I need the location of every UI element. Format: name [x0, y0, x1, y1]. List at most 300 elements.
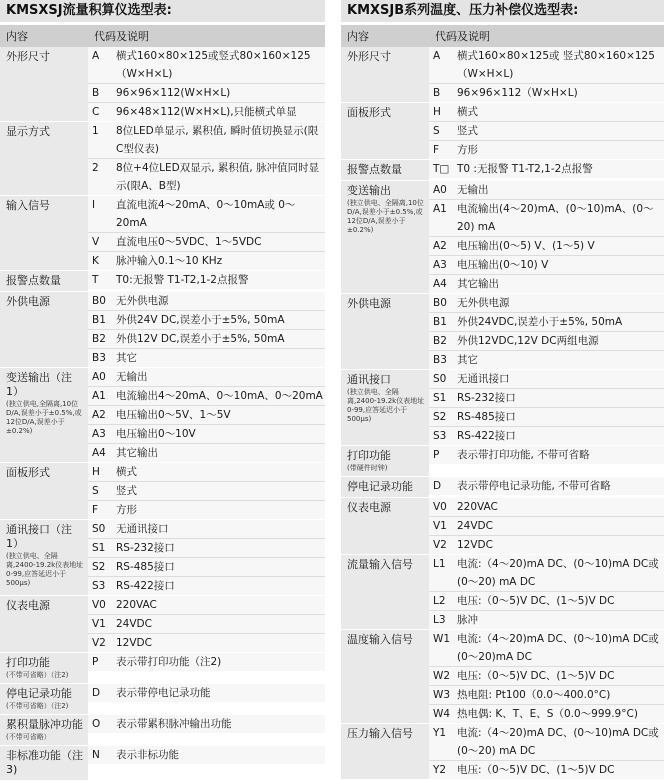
option-description: 24VDC: [116, 618, 152, 630]
option-code: S2: [433, 411, 447, 423]
spec-category: [0, 596, 88, 652]
right-header-col2: 代码及说明: [435, 30, 490, 43]
option-description: 外供12V DC,误差小于±5%, 50mA: [116, 333, 285, 345]
spec-options: [429, 47, 664, 102]
option-description: 电压:（0～5)V DC、(1～5)V DC: [457, 670, 615, 682]
left-panel: [0, 0, 325, 781]
spec-options: [88, 368, 325, 462]
option-description: RS-422接口: [116, 580, 175, 592]
spec-option: [88, 349, 325, 367]
right-panel: [341, 0, 664, 780]
option-code: A0: [92, 371, 106, 383]
spec-option: [429, 389, 664, 408]
spec-options: [429, 181, 664, 293]
option-code: B0: [433, 297, 447, 309]
spec-options: [88, 596, 325, 652]
option-description: 96×48×112(W×H×L),只能横式单显: [116, 106, 297, 118]
spec-option: [88, 715, 325, 733]
spec-option: [429, 103, 664, 122]
option-code: W4: [433, 708, 451, 720]
spec-category-label: 停电记录功能: [6, 687, 72, 700]
spec-category-label: 变送输出（注1）: [6, 371, 72, 398]
spec-category-label: 流量输入信号: [347, 558, 413, 571]
option-code: W3: [433, 689, 451, 701]
spec-category: [341, 477, 429, 497]
spec-option: [429, 141, 664, 159]
option-description: 脉冲: [457, 614, 478, 626]
option-description: 横式: [457, 106, 478, 118]
spec-category-label: 停电记录功能: [347, 480, 413, 493]
spec-option: [88, 596, 325, 615]
option-code: N: [92, 749, 100, 761]
spec-option: [429, 446, 664, 464]
spec-options: [429, 630, 664, 723]
option-description: 表示带停电记录功能: [116, 687, 211, 699]
spec-option: [429, 256, 664, 275]
option-code: B1: [433, 316, 447, 328]
option-code: S3: [92, 580, 106, 592]
spec-option: [88, 615, 325, 634]
option-description: 其它: [457, 354, 478, 366]
option-description: 方形: [116, 504, 137, 516]
spec-row: [341, 498, 664, 555]
option-code: V: [92, 236, 100, 248]
spec-row: [0, 596, 325, 653]
left-panel-title: KMSXSJ流量积算仪选型表:: [0, 0, 325, 22]
option-description: T0 :无报警 T1-T2,1-2点报警: [457, 163, 593, 175]
option-code: S: [433, 125, 440, 137]
spec-category-label: 显示方式: [6, 125, 50, 138]
option-description: 表示带打印功能, 不带可省略: [457, 449, 590, 461]
spec-option: [429, 498, 664, 517]
spec-row: [0, 271, 325, 292]
option-description: 12VDC: [116, 637, 152, 649]
option-code: B3: [92, 352, 106, 364]
spec-category-note: (不带可省略）: [6, 733, 51, 741]
spec-option: [88, 271, 325, 289]
option-description: 电压输出(0～10) V: [457, 259, 549, 271]
option-code: S: [92, 485, 99, 497]
spec-row: [0, 520, 325, 596]
spec-row: [0, 653, 325, 684]
option-code: B: [433, 87, 441, 99]
spec-category-label: 面板形式: [6, 466, 50, 479]
option-description: 表示带累积脉冲输出功能: [116, 718, 232, 730]
option-description: 电压:（0～5)V DC、(1～5)V DC: [457, 595, 615, 607]
option-description: 其它输出: [116, 447, 158, 459]
spec-option: [88, 501, 325, 519]
option-code: O: [92, 718, 101, 730]
option-description: 直流电压0～5VDC、1～5VDC: [116, 236, 262, 248]
spec-option: [429, 275, 664, 293]
option-description: 无通讯接口: [116, 523, 169, 535]
option-description: 无输出: [116, 371, 148, 383]
spec-option: [88, 311, 325, 330]
spec-category-label: 外供电源: [6, 295, 50, 308]
spec-category-label: 压力输入信号: [347, 727, 413, 740]
spec-option: [429, 724, 664, 761]
option-description: RS-485接口: [116, 561, 175, 573]
spec-category-note: (独立供电、全隔离,10位D/A,误差小于±0.5%,或12位D/A,误差小于±0.2%): [347, 199, 424, 234]
spec-row: [341, 160, 664, 181]
option-description: 电流:（4～20)mA DC、(0～10)mA DC或(0～20) mA DC: [457, 558, 659, 588]
spec-options: [88, 715, 325, 745]
spec-option: [429, 351, 664, 369]
option-code: V0: [433, 501, 447, 513]
option-code: H: [92, 466, 100, 478]
spec-options: [88, 746, 325, 780]
spec-option: [88, 84, 325, 103]
spec-category-label: 仪表电源: [347, 501, 391, 514]
option-code: L2: [433, 595, 446, 607]
spec-options: [429, 555, 664, 629]
spec-options: [88, 292, 325, 367]
spec-row: [341, 555, 664, 630]
spec-option: [429, 237, 664, 256]
spec-category: [341, 47, 429, 102]
spec-row: [0, 368, 325, 463]
spec-category-label: 温度输入信号: [347, 633, 413, 646]
spec-category-label: 通讯接口（注1）: [6, 523, 72, 550]
option-code: W1: [433, 633, 451, 645]
spec-option: [88, 103, 325, 121]
option-code: L1: [433, 558, 446, 570]
spec-category: [0, 653, 88, 683]
option-code: A0: [433, 184, 447, 196]
option-description: 电压输出0～5V、1～5V: [116, 409, 231, 421]
spec-category-note: (独立供电,全隔离,10位D/A,误差小于±0.5%,或12位D/A,误差小于±0.2%): [6, 400, 82, 435]
option-code: 1: [92, 125, 99, 137]
option-code: D: [92, 687, 101, 699]
spec-row: [341, 47, 664, 103]
spec-category: [0, 684, 88, 714]
spec-option: [429, 517, 664, 536]
spec-option: [429, 536, 664, 554]
option-description: 竖式: [116, 485, 137, 497]
spec-category: [0, 196, 88, 270]
option-code: Y2: [433, 764, 447, 776]
spec-options: [429, 103, 664, 159]
option-code: A1: [433, 203, 447, 215]
option-code: S0: [92, 523, 106, 535]
spec-category: [341, 294, 429, 369]
spec-options: [429, 724, 664, 779]
spec-row: [341, 103, 664, 160]
option-code: S1: [92, 542, 106, 554]
spec-row: [341, 446, 664, 477]
option-description: 电压:（0～5)V DC、(1～5)V DC: [457, 764, 615, 776]
spec-option: [429, 630, 664, 667]
spec-category: [0, 292, 88, 367]
option-description: 220VAC: [116, 599, 157, 611]
spec-category: [0, 746, 88, 780]
option-description: 外供12VDC,12V DC两组电源: [457, 335, 599, 347]
option-code: 2: [92, 162, 99, 174]
right-table-header: [341, 25, 664, 47]
spec-row: [341, 724, 664, 780]
option-description: 直流电流4～20mA、0～10mA或 0～20mA: [116, 199, 296, 229]
option-description: 横式160×80×125或 竖式80×160×125（W×H×L): [457, 50, 655, 80]
spec-category-label: 面板形式: [347, 106, 391, 119]
spec-category: [341, 724, 429, 779]
spec-category: [0, 368, 88, 462]
spec-option: [429, 122, 664, 141]
spec-options: [429, 160, 664, 180]
spec-category: [0, 47, 88, 121]
option-description: 无外供电源: [116, 295, 169, 307]
spec-category-label: 累积量脉冲功能: [6, 718, 83, 731]
option-code: A3: [433, 259, 447, 271]
spec-option: [88, 520, 325, 539]
option-code: L3: [433, 614, 446, 626]
spec-option: [429, 477, 664, 495]
option-description: 热电阻: Pt100（0.0～400.0°C): [457, 689, 611, 701]
spec-row: [0, 715, 325, 746]
spec-options: [429, 446, 664, 476]
spec-options: [88, 520, 325, 595]
spec-options: [88, 271, 325, 291]
spec-options: [429, 294, 664, 369]
spec-row: [0, 684, 325, 715]
spec-category: [341, 370, 429, 445]
option-description: 横式160×80×125或竖式80×160×125（W×H×L): [116, 50, 311, 80]
option-description: 12VDC: [457, 539, 493, 551]
spec-category-note: (不带可省略）（注2): [6, 702, 69, 710]
spec-option: [88, 330, 325, 349]
spec-row: [0, 122, 325, 196]
spec-option: [429, 47, 664, 84]
spec-category-note: (不带可省略）（注2): [6, 671, 69, 679]
spec-option: [88, 233, 325, 252]
spec-options: [88, 684, 325, 714]
spec-option: [88, 122, 325, 159]
spec-option: [429, 313, 664, 332]
option-description: 无输出: [457, 184, 489, 196]
spec-category-label: 外供电源: [347, 297, 391, 310]
spec-category-label: 报警点数量: [347, 163, 402, 176]
option-description: 96×96×112(W×H×L): [116, 87, 231, 99]
option-description: 无通讯接口: [457, 373, 510, 385]
spec-option: [88, 482, 325, 501]
spec-option: [88, 444, 325, 462]
option-code: A2: [433, 240, 447, 252]
spec-category-label: 外形尺寸: [347, 50, 391, 63]
spec-category-note: (独立供电、全隔离,2400-19.2k仪表地址0-99,应答延迟小于500μs): [347, 388, 425, 423]
spec-category: [341, 181, 429, 293]
spec-category-label: 变送输出: [347, 184, 391, 197]
spec-option: [88, 746, 325, 764]
option-code: A: [92, 50, 100, 62]
option-description: 8位+4位LED双显示, 累积值, 脉冲值同时显示(限A、B型): [116, 162, 320, 192]
option-code: F: [433, 144, 440, 156]
spec-row: [341, 370, 664, 446]
option-code: B2: [92, 333, 106, 345]
option-description: T0:无报警 T1-T2,1-2点报警: [116, 274, 249, 286]
spec-category: [0, 271, 88, 291]
option-description: 24VDC: [457, 520, 493, 532]
spec-option: [429, 332, 664, 351]
option-description: 电流:（4～20)mA DC、(0～10)mA DC或(0～20)mA DC: [457, 633, 659, 663]
option-description: 外供24VDC,误差小于±5%, 50mA: [457, 316, 623, 328]
spec-option: [429, 84, 664, 102]
option-code: K: [92, 255, 99, 267]
spec-category: [341, 555, 429, 629]
option-description: 电流输出(4～20)mA、(0～10)mA、(0～20) mA: [457, 203, 654, 233]
spec-option: [429, 686, 664, 705]
option-code: B2: [433, 335, 447, 347]
option-code: A4: [92, 447, 106, 459]
spec-option: [88, 47, 325, 84]
left-header-col2: 代码及说明: [94, 30, 149, 43]
option-description: 无外供电源: [457, 297, 510, 309]
option-code: V2: [433, 539, 447, 551]
option-code: W2: [433, 670, 451, 682]
spec-option: [88, 634, 325, 652]
spec-category-label: 输入信号: [6, 199, 50, 212]
spec-option: [429, 555, 664, 592]
spec-category-label: 打印功能: [6, 656, 50, 669]
option-code: H: [433, 106, 441, 118]
option-code: S1: [433, 392, 447, 404]
option-code: S2: [92, 561, 106, 573]
option-description: 表示带打印功能（注2): [116, 656, 222, 668]
spec-option: [88, 558, 325, 577]
option-code: I: [92, 199, 96, 211]
spec-row: [0, 47, 325, 122]
option-description: 表示非标功能: [116, 749, 179, 761]
right-panel-title: KMXSJB系列温度、压力补偿仪选型表:: [341, 0, 664, 22]
spec-options: [429, 498, 664, 554]
spec-row: [0, 463, 325, 520]
spec-option: [88, 425, 325, 444]
spec-option: [429, 294, 664, 313]
option-description: 横式: [116, 466, 137, 478]
option-description: 8位LED单显示, 累积值, 瞬时值切换显示(限C型仪表): [116, 125, 319, 155]
option-code: A4: [433, 278, 447, 290]
right-table-body: [341, 47, 664, 780]
spec-option: [88, 539, 325, 558]
spec-category: [341, 160, 429, 180]
spec-option: [88, 463, 325, 482]
option-code: T□: [433, 163, 450, 175]
option-description: 其它: [116, 352, 137, 364]
spec-row: [341, 294, 664, 370]
option-description: 电压输出(0～5) V、(1～5) V: [457, 240, 595, 252]
spec-options: [88, 47, 325, 121]
spec-row: [341, 630, 664, 724]
option-code: V1: [92, 618, 106, 630]
spec-option: [88, 406, 325, 425]
spec-options: [88, 653, 325, 683]
option-description: 电流输出4～20mA、0～10mA、0～20mA: [116, 390, 323, 402]
spec-option: [88, 684, 325, 702]
spec-category: [0, 463, 88, 519]
spec-category-note: (独立供电、全隔离,2400-19.2k仪表地址0-99,应答延迟小于500μs): [6, 552, 84, 587]
spec-category-label: 打印功能: [347, 449, 391, 462]
spec-option: [88, 292, 325, 311]
spec-category-label: 仪表电源: [6, 599, 50, 612]
left-header-col1: 内容: [6, 30, 28, 43]
left-table-header: [0, 25, 325, 47]
spec-options: [429, 477, 664, 497]
option-code: A: [433, 50, 441, 62]
left-table-body: [0, 47, 325, 781]
spec-row: [0, 196, 325, 271]
spec-category: [0, 520, 88, 595]
option-description: 方形: [457, 144, 478, 156]
option-description: 表示带停电记录功能, 不带可省略: [457, 480, 611, 492]
option-code: B: [92, 87, 100, 99]
option-description: 热电偶: K、T、E、S（0.0～999.9°C): [457, 708, 638, 720]
spec-options: [88, 196, 325, 270]
option-code: B3: [433, 354, 447, 366]
option-code: F: [92, 504, 99, 516]
spec-category-label: 报警点数量: [6, 274, 61, 287]
spec-row: [341, 477, 664, 498]
spec-category: [0, 715, 88, 745]
option-code: S0: [433, 373, 447, 385]
option-description: 96×96×112（W×H×L): [457, 87, 578, 99]
option-code: Y1: [433, 727, 447, 739]
option-code: V0: [92, 599, 106, 611]
spec-option: [429, 200, 664, 237]
spec-row: [341, 181, 664, 294]
option-code: D: [433, 480, 442, 492]
option-code: V2: [92, 637, 106, 649]
spec-option: [429, 408, 664, 427]
option-description: RS-485接口: [457, 411, 516, 423]
spec-option: [88, 252, 325, 270]
spec-option: [429, 667, 664, 686]
spec-category-label: 通讯接口: [347, 373, 391, 386]
spec-options: [429, 370, 664, 445]
option-description: 电压输出0～10V: [116, 428, 196, 440]
option-description: 脉冲输入0.1～10 KHz: [116, 255, 223, 267]
spec-option: [429, 705, 664, 723]
spec-category: [341, 446, 429, 476]
spec-category-note: (带硬件时钟): [347, 464, 388, 472]
spec-option: [429, 181, 664, 200]
spec-option: [88, 577, 325, 595]
option-description: 竖式: [457, 125, 478, 137]
option-code: P: [433, 449, 440, 461]
spec-option: [429, 160, 664, 178]
spec-options: [88, 122, 325, 195]
spec-option: [429, 592, 664, 611]
option-description: 其它输出: [457, 278, 499, 290]
spec-option: [88, 159, 325, 195]
option-code: V1: [433, 520, 447, 532]
spec-category: [341, 498, 429, 554]
option-description: RS-422接口: [457, 430, 516, 442]
spec-option: [429, 761, 664, 779]
option-description: RS-232接口: [457, 392, 516, 404]
right-header-col1: 内容: [347, 30, 369, 43]
option-code: C: [92, 106, 100, 118]
spec-category: [341, 630, 429, 723]
spec-category: [0, 122, 88, 195]
option-description: 外供24V DC,误差小于±5%, 50mA: [116, 314, 285, 326]
spec-category-label: 外形尺寸: [6, 50, 50, 63]
spec-row: [0, 746, 325, 781]
spec-option: [88, 196, 325, 233]
option-code: A3: [92, 428, 106, 440]
spec-option: [88, 653, 325, 671]
option-code: A1: [92, 390, 106, 402]
option-code: B1: [92, 314, 106, 326]
option-code: S3: [433, 430, 447, 442]
spec-option: [429, 611, 664, 629]
